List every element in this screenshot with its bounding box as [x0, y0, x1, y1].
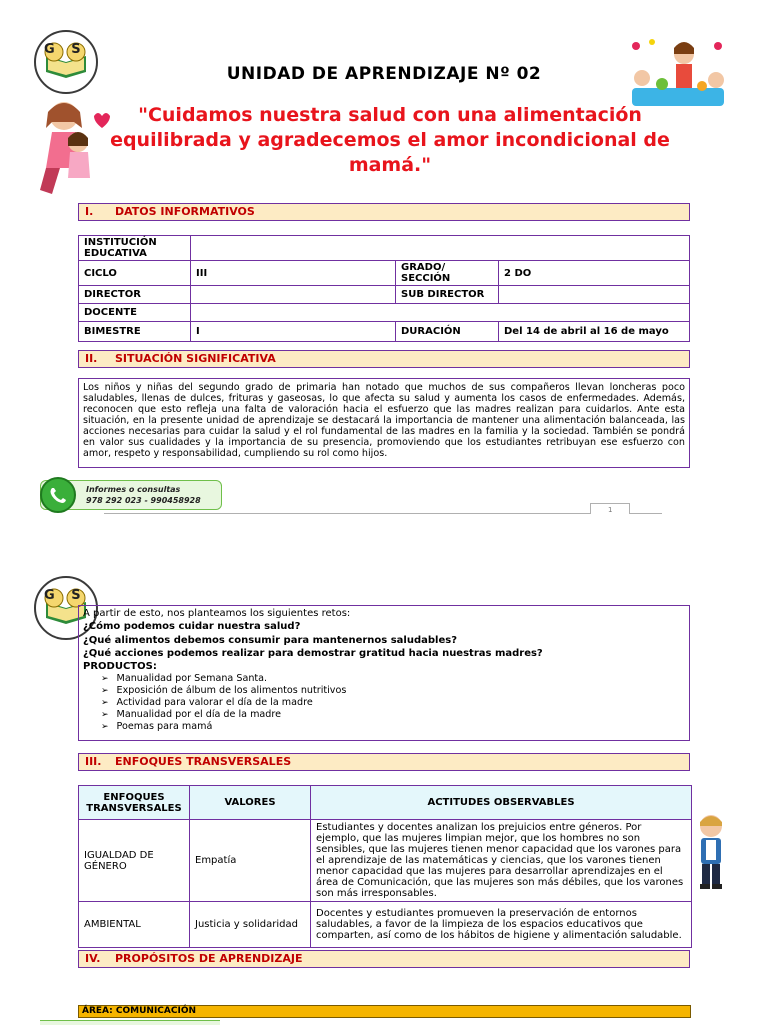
actitud-cell: Estudiantes y docentes analizan los prejuicios entre géneros. Por ejemplo, que las mujeres limpian mejor, que los hombres no son sensibles, que las mujeres tienen menor capacidad que los varones para el aprendizaje de las matemáticas y ciencias, que los varones tienen menor capacidad que las mujeres para desarrollar aprendizajes en el área de Comunicación, que las mujeres son más débiles, que los varones son más irresponsables.	[311, 820, 692, 902]
ciclo-value: III	[191, 261, 396, 286]
section-title: DATOS INFORMATIVOS	[115, 205, 255, 218]
enfoques-table	[78, 785, 692, 948]
info-table	[78, 235, 690, 342]
ciclo-label: CICLO	[79, 261, 191, 286]
section-datos-informativos	[78, 203, 690, 221]
unit-subtitle	[80, 103, 700, 178]
producto-item: ➢ Manualidad por Semana Santa.	[101, 673, 685, 685]
producto-item: ➢ Actividad para valorar el día de la madre	[101, 697, 685, 709]
retos-intro: A partir de esto, nos planteamos los siguientes retos:	[83, 608, 351, 619]
subdirector-label: SUB DIRECTOR	[396, 286, 499, 304]
producto-item: ➢ Poemas para mamá	[101, 721, 685, 733]
actitud-cell: Docentes y estudiantes promueven la preservación de entornos saludables, a favor de la limpieza de los espacios educativos que comparten, así como de los hábitos de higiene y alimentación saludable.	[311, 902, 692, 948]
valor-cell: Empatía	[190, 820, 311, 902]
producto-item: ➢ Manualidad por el día de la madre	[101, 709, 685, 721]
school-logo	[34, 30, 98, 94]
director-label: DIRECTOR	[79, 286, 191, 304]
page-number: 1	[608, 506, 613, 514]
boy-illustration	[690, 812, 732, 892]
valores-header: VALORES	[190, 786, 311, 820]
subtitle-line: mamá."	[348, 154, 432, 176]
logo-text: G S	[44, 42, 87, 57]
section-title: ENFOQUES TRANSVERSALES	[115, 755, 292, 768]
footer-divider	[104, 513, 590, 514]
grado-value: 2 DO	[499, 261, 690, 286]
docente-value	[191, 304, 690, 322]
contact-badge-edge	[40, 1020, 220, 1025]
section-number: II.	[85, 352, 98, 365]
footer-divider	[630, 513, 662, 514]
valor-cell: Justicia y solidaridad	[190, 902, 311, 948]
subdirector-value	[499, 286, 690, 304]
reto-question: ¿Qué acciones podemos realizar para demostrar gratitud hacia nuestras madres?	[83, 647, 543, 659]
subtitle-line: equilibrada y agradecemos el amor incondicional de	[110, 129, 670, 151]
director-value	[191, 286, 396, 304]
situacion-text: Los niños y niñas del segundo grado de primaria han notado que muchos de sus compañeros llevan loncheras poco saludables, llenas de dulces, frituras y gaseosas, lo que afecta su salud y aumenta los casos de enfermedades. Además, reconocen que esto refleja una falta de valoración hacia el esfuerzo que las madres realizan para cuidarlos. Ante esta situación, en la presente unidad de aprendizaje se destacará la importancia de mantener una alimentación balanceada, las acciones necesarias para cuidar la salud y el rol fundamental de las madres en la familia y la sociedad. También se pondrá en valor sus cualidades y la importancia de su presencia, promoviendo que los estudiantes retribuyan ese esfuerzo con amor, respeto y responsabilidad, cumpliendo su rol como hijos.	[78, 378, 690, 468]
logo-text: G S	[44, 588, 87, 603]
producto-item: ➢ Exposición de álbum de los alimentos nutritivos	[101, 685, 685, 697]
section-number: I.	[85, 205, 94, 218]
institucion-value	[191, 236, 690, 261]
duracion-value: Del 14 de abril al 16 de mayo	[499, 322, 690, 342]
contact-line: Informes o consultas	[86, 485, 181, 494]
reto-question: ¿Qué alimentos debemos consumir para mantenernos saludables?	[83, 634, 457, 646]
section-title: SITUACIÓN SIGNIFICATIVA	[115, 352, 276, 365]
reto-question: ¿Cómo podemos cuidar nuestra salud?	[83, 621, 301, 633]
bimestre-label: BIMESTRE	[79, 322, 191, 342]
actitudes-header: ACTITUDES OBSERVABLES	[311, 786, 692, 820]
enfoques-header: ENFOQUES TRANSVERSALES	[79, 786, 190, 820]
area-bar: ÁREA: COMUNICACIÓN	[78, 1005, 691, 1018]
section-title: PROPÓSITOS DE APRENDIZAJE	[115, 952, 303, 965]
contact-phone: 978 292 023 - 990458928	[86, 496, 201, 505]
productos-label: PRODUCTOS:	[83, 661, 157, 673]
subtitle-line: "Cuidamos nuestra salud con una alimentación	[138, 104, 642, 126]
docente-label: DOCENTE	[79, 304, 191, 322]
section-propositos	[78, 950, 690, 968]
bimestre-value: I	[191, 322, 396, 342]
section-situacion	[78, 350, 690, 368]
productos-list	[83, 673, 685, 733]
enfoque-cell: AMBIENTAL	[79, 902, 190, 948]
contact-text	[86, 484, 201, 506]
grado-label: GRADO/ SECCIÓN	[396, 261, 499, 286]
section-number: III.	[85, 755, 102, 768]
section-number: IV.	[85, 952, 101, 965]
retos-box	[78, 605, 690, 741]
section-enfoques	[78, 753, 690, 771]
enfoque-cell: IGUALDAD DE GÉNERO	[79, 820, 190, 902]
whatsapp-icon	[40, 477, 76, 513]
duracion-label: DURACIÓN	[396, 322, 499, 342]
unit-title: UNIDAD DE APRENDIZAJE Nº 02	[226, 64, 542, 84]
institucion-label: INSTITUCIÓN EDUCATIVA	[79, 236, 191, 261]
